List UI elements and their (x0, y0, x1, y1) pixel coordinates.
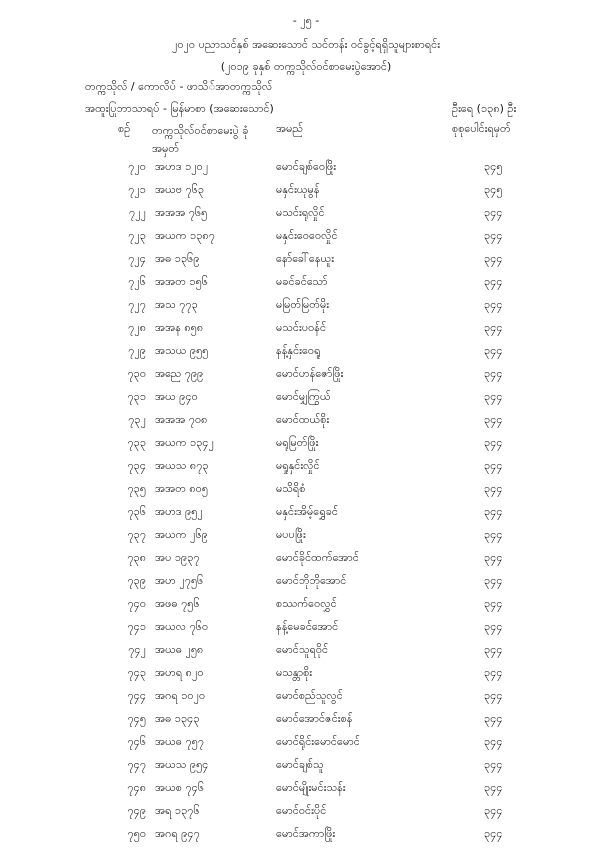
row-number: ၇၃၃ (127, 436, 146, 449)
candidate-number: အယလ ၇၆၀ (155, 620, 209, 633)
student-name: မောင်ဘိုဘိုအောင် (276, 574, 347, 587)
total-score: ၃၄၄ (484, 643, 503, 656)
row-number: ၇၂၇ (128, 298, 146, 311)
table-row (0, 413, 612, 436)
table-row (0, 528, 612, 551)
results-table (0, 160, 612, 850)
table-row (0, 781, 612, 804)
student-name: နော်ခေါ်နေယူး (276, 252, 335, 265)
student-name: မောင်မျှကြွယ် (276, 390, 331, 403)
row-number: ၇၃၅ (127, 482, 146, 495)
candidate-number: အဟရ ၈၂၀ (155, 666, 204, 679)
student-name: မသင်းရုလှိုင် (276, 206, 325, 219)
total-score: ၃၄၄ (484, 413, 503, 426)
row-number: ၇၃၇ (127, 528, 146, 541)
total-score: ၃၄၄ (484, 574, 503, 587)
total-score: ၃၄၄ (484, 436, 503, 449)
column-header-no: စဉ် (118, 122, 131, 135)
student-name: မောင်အောင်ဇင်းစန် (276, 712, 353, 725)
table-row (0, 160, 612, 183)
row-number: ၇၂၈ (128, 321, 146, 334)
student-name: မောင်ထယ်စိုး (276, 413, 330, 426)
candidate-number: အဂရ ၁၀၂၀ (155, 689, 206, 702)
candidate-number: အအန ၈၅၈ (155, 321, 204, 334)
table-row (0, 367, 612, 390)
total-score: ၃၄၄ (484, 321, 503, 334)
row-number: ၇၄၈ (127, 781, 146, 794)
student-name: မောင်ဝင်းပိုင် (276, 804, 327, 817)
candidate-number: အရ ၁၃၇၆ (155, 804, 200, 817)
table-row (0, 551, 612, 574)
table-row (0, 735, 612, 758)
student-name: မနှင်းအိမ့်ရွှေခင် (276, 505, 339, 518)
row-number: ၇၃၉ (127, 574, 146, 587)
total-score: ၃၄၄ (484, 298, 503, 311)
table-row (0, 758, 612, 781)
candidate-number: အဟဒ ၉၅၂ (155, 505, 203, 518)
table-row (0, 827, 612, 850)
student-name: မောင်မျိုးမင်းသန်း (276, 781, 346, 794)
candidate-number: အသ ၇၇၃ (155, 298, 198, 311)
total-score: ၃၄၄ (484, 505, 503, 518)
row-number: ၇၂၂ (129, 206, 146, 219)
row-number: ၇၃၀ (127, 367, 146, 380)
table-row (0, 321, 612, 344)
candidate-number: အပ ၁၉၃၇ (155, 551, 200, 564)
row-number: ၇၄၉ (127, 804, 146, 817)
department-label: အထူးပြုဘာသာရပ် - မြန်မာစာ (အဆေးသောင်) (85, 102, 274, 115)
candidate-number: အယဗ ၇၆၃ (155, 183, 205, 196)
row-number: ၇၂၁ (128, 183, 146, 196)
candidate-number: အအတ ၈၀၅ (155, 482, 209, 495)
student-name: နန့်မေခင်အောင် (276, 620, 339, 633)
student-name: မသင်းပဝန်င် (276, 321, 327, 334)
row-number: ၇၄၂ (128, 643, 146, 656)
candidate-number: အညေ ၇၉၉ (155, 367, 204, 380)
candidate-number: အအအ ၇၀၈ (155, 413, 208, 426)
candidate-number: အအတ ၁၅၆ (155, 275, 208, 288)
student-name: မရုမြတ်ဖြိုး (276, 436, 319, 449)
candidate-number: အဓ ၁၃၆၉ (155, 252, 200, 265)
row-number: ၇၃၂ (128, 413, 146, 426)
row-number: ၇၃၄ (127, 459, 146, 472)
total-score: ၃၄၄ (484, 597, 503, 610)
total-score: ၃၄၄ (484, 367, 503, 380)
table-row (0, 459, 612, 482)
table-row (0, 252, 612, 275)
student-name: မောင်ချစ်သူ (276, 758, 324, 771)
row-number: ၇၅၀ (127, 827, 146, 840)
total-score: ၃၄၄ (484, 666, 503, 679)
row-number: ၇၄၆ (127, 735, 146, 748)
row-number: ၇၂၃ (128, 229, 146, 242)
university-label: တက္ကသိုလ် / ကောလိပ် - ဖာသိ်အာတက္ကသိုလ် (85, 80, 273, 93)
table-row (0, 666, 612, 689)
table-row (0, 804, 612, 827)
column-header-score: စုစုပေါင်းရမှတ် (452, 122, 511, 135)
candidate-number: အဟ ၂၇၅၆ (155, 574, 204, 587)
row-number: ၇၄၇ (127, 758, 146, 771)
student-name: မခင်ခင်သော် (276, 275, 328, 288)
column-header-candidate: တက္ကသိုလ်ဝင်စာမေးပွဲ ခုံအမှတ် (152, 124, 249, 155)
total-score: ၃၄၄ (484, 390, 503, 403)
total-score: ၃၄၄ (484, 482, 503, 495)
total-score: ၃၄၄ (484, 781, 503, 794)
page-number: - ၂၅ - (292, 14, 320, 27)
student-name: မမြတ်မြတ်မိုး (276, 298, 330, 311)
student-name: မောင်အကာဖြိုး (276, 827, 336, 840)
student-name: မောင်ခိုင်ထက်အောင် (276, 551, 359, 564)
column-header-name: အမည် (276, 122, 304, 135)
student-name: နန့်နှင်းဝေရူ (276, 344, 321, 357)
row-number: ၇၄၃ (127, 666, 146, 679)
table-row (0, 620, 612, 643)
table-row (0, 436, 612, 459)
row-number: ၇၃၆ (127, 505, 146, 518)
total-score: ၃၄၄ (484, 206, 503, 219)
total-score: ၃၄၄ (484, 689, 503, 702)
row-number: ၇၄၁ (127, 620, 146, 633)
total-score: ၃၄၄ (484, 551, 503, 564)
candidate-number: အဟဒ ၁၂၀၂ (155, 160, 209, 173)
table-row (0, 390, 612, 413)
table-row (0, 275, 612, 298)
student-name: မနှင်းဝေဝေလှိုင် (276, 229, 338, 242)
student-name: မောင်ချစ်ဝေဖြိုး (276, 160, 337, 173)
total-score: ၃၄၄ (484, 459, 503, 472)
candidate-number: အဂရ ၉၄၇ (155, 827, 200, 840)
candidate-number: အယက ၂၆၉ (155, 528, 208, 541)
student-name: မောင်သူရဝိုင် (276, 643, 329, 656)
candidate-number: အအအ ၇၆၅ (155, 206, 208, 219)
candidate-number: အယ ၉၄၀ (155, 390, 198, 403)
total-score: ၃၄၄ (484, 620, 503, 633)
table-row (0, 183, 612, 206)
total-score: ၃၄၅ (484, 160, 503, 173)
student-name: မောင်စည်သူလွင် (276, 689, 343, 702)
candidate-number: အဖဓ ၇၅၆ (155, 597, 200, 610)
total-score: ၃၄၄ (484, 758, 503, 771)
page-subtitle: (၂၀၁၉ ခုနှစ် တက္ကသိုလ်ဝင်စာမေးပွဲအောင်) (220, 60, 392, 73)
table-row (0, 482, 612, 505)
student-name: မောင်ရိုင်းမောင်မောင် (276, 735, 360, 748)
total-score: ၃၄၄ (484, 344, 503, 357)
table-row (0, 298, 612, 321)
student-name: မပပဖြိုး (276, 528, 306, 541)
candidate-number: အယစ ၇၄၆ (155, 781, 205, 794)
candidate-number: အယသ ၈၇၃ (155, 459, 209, 472)
total-score: ၃၄၄ (484, 275, 503, 288)
candidate-number: အယဓ ၇၅၇ (155, 735, 205, 748)
total-score: ၃၄၄ (484, 804, 503, 817)
student-name: မသိရိစံ (276, 482, 306, 495)
row-number: ၇၄၅ (127, 712, 146, 725)
table-row (0, 689, 612, 712)
student-name: မနှင်းယုမွန် (276, 183, 320, 196)
table-row (0, 643, 612, 666)
row-number: ၇၃၈ (127, 551, 146, 564)
table-row (0, 206, 612, 229)
total-score: ၃၄၄ (484, 229, 503, 242)
table-row (0, 712, 612, 735)
table-row (0, 229, 612, 252)
candidate-number: အသယ ၉၅၅ (155, 344, 209, 357)
row-number: ၇၂၀ (128, 160, 146, 173)
candidate-number: အယက ၁၃၈၇ (155, 229, 215, 242)
page-title: ၂၀၂၀ ပညာသင်နှစ် အဆေးသောင် သင်တန်း ဝင်ခွင့်ရရှိသူများစာရင်း (171, 38, 441, 51)
candidate-number: အယက ၁၃၄၂ (155, 436, 215, 449)
total-score: ၃၄၄ (484, 735, 503, 748)
total-score: ၃၄၄ (484, 528, 503, 541)
candidate-number: အယဓ ၂၅၈ (155, 643, 204, 656)
total-score: ၃၄၄ (484, 252, 503, 265)
table-row (0, 574, 612, 597)
total-score: ၃၄၅ (484, 183, 503, 196)
candidate-number: အယသ ၉၅၄ (155, 758, 209, 771)
row-number: ၇၄၄ (127, 689, 146, 702)
table-row (0, 344, 612, 367)
student-name: စဿက်ဝေလွှင် (276, 597, 337, 610)
count-label: ဦးရေ (၁၃၈) ဦး (452, 102, 517, 115)
candidate-number: အဓ ၁၃၄၃ (155, 712, 200, 725)
total-score: ၃၄၄ (484, 712, 503, 725)
total-score: ၃၄၄ (484, 827, 503, 840)
row-number: ၇၂၆ (128, 275, 146, 288)
table-row (0, 597, 612, 620)
student-name: မောင်ဟန်ဇော်ဖြိုး (276, 367, 344, 380)
row-number: ၇၂၉ (128, 344, 146, 357)
table-row (0, 505, 612, 528)
student-name: မရှုနှင်းလှိုင် (276, 459, 320, 472)
row-number: ၇၃၁ (127, 390, 146, 403)
row-number: ၇၄၀ (127, 597, 146, 610)
row-number: ၇၂၄ (128, 252, 146, 265)
student-name: မသန္တာစိုး (276, 666, 313, 679)
